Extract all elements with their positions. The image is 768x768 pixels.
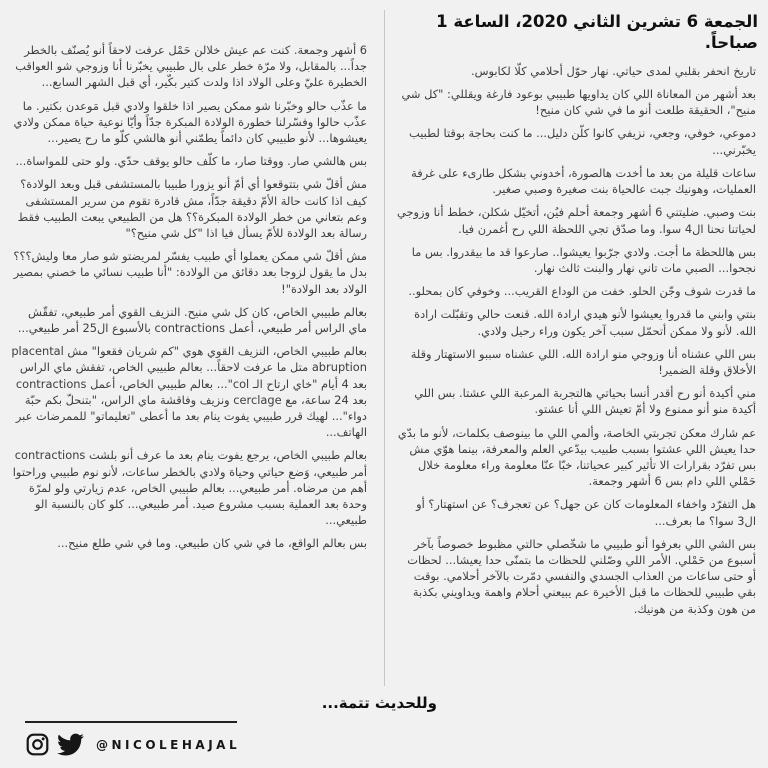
body-paragraph: مش أقلّ شي ممكن يعملوا أي طبيب يفسّر لمريضتو شو صار معا وليش؟؟؟ بدل ما يقول لزوجا بعد دقائق من الولادة: "أنا طبيب نسائي ما خصني بمصير الولاد بعد الولادة"! (13, 249, 367, 296)
body-paragraph: بعالم طبيبي الخاص، النزيف القوي هوي "كم شريان فقعوا" مش placental abruption متل ما عرفت لاحقاً... بعالم طبيبي الخاص، تفقش ماي الراس بعد 4 أيام "خاي ارتاح الـ col"... بعالم طبيبي الخاص، أعمل contractions بعد 24 ساعة، مع cerclage ونزيف وفاقشة ماي الراس، "بتنحلّ بكم حبّة دواء"... لهيك قرر طبيبي يفوت ينام بعد ما أعطى "تعليماتو" للممرضات عبر الهاتف... (11, 344, 367, 440)
body-paragraph: بنت وصبي. ضليتني 6 أشهر وجمعة أحلم فيُن، أتخيّل شكلن، خطط أنا وزوجي لحياتنا نحنا ال4 سوا. وما صدّق تجي اللحظة اللي رح أغمرن فيا. (397, 205, 756, 236)
body-paragraph: ساعات قليلة من بعد ما أخدت هالصورة، أخدوني بشكل طارىء على غرفة العمليات، وهونيك جبت عالحياة بنت صغيرة وصبي صغير. (411, 165, 756, 197)
social-block (25, 721, 241, 758)
body-paragraph: مش أقلّ شي بتتوقعوا أي أمّ أنو يزورا طبيبا بالمستشفى قبل وبعد الولادة؟ كيف اذا كانت حالة الأمّ دقيقة جدّاً، مش قادرة تقوم من سرير المستشفى وعم بتعاني من خطر الولادة المبكرة؟؟ هل من الطبيعي يبعت الطبيب فقط رسالة بعد الولادة للأمّ يسأل فيا اذا "كل شي منيح؟" (17, 177, 367, 241)
body-paragraph: بعالم طبيبي الخاص، كان كل شي منيح. النزيف القوي أمر طبيعي، تفقّش ماي الراس أمر طبيعي، أعمل contractions بالأسبوع ال25 أمر طبيعي... (17, 304, 367, 336)
body-paragraph: بعالم طبيبي الخاص، يرجع يفوت ينام بعد ما عرف أنو بلشت contractions أمر طبيعي، وَضع حياتي وحياة ولادي بالخطر ساعات، لأنو نوم طبيبي وراحتوا أهم من مرضاه. أمر طبيعي... بعالم طبيبي الخاص، عدم زيارتي ولو لمرّة وحدة بعد العملية بسبب مشروع صيد. أمر طبيعي... كلو كان بالنسبة الو طبيعي... (12, 448, 367, 528)
body-paragraph: بس هاللحظة ما أجت. ولادي جرّبوا يعيشوا.. صارعوا قد ما بيقدروا. بس ما نجحوا... الصبي مات تاني نهار والبنت ثالث نهار. (411, 244, 756, 275)
body-paragraph: عم شارك معكن تجربتي الخاصة، وألمي اللي ما بينوصف بكلمات، لأنو ما بدّي حدا يعيش اللي عشتوا بسبب طبيب بيدّعي العلم والمعرفة، بينما هوّي مش بس تفرّد بقرارات الا تأثير كبير عحياتنا، خبّا عنّا معلومة وراء معلومة خلال حَمْلي اللي دام بس 6 أشهر وجمعة. (397, 425, 756, 489)
body-paragraph: بس الشي اللي بعرفوا أنو طبيبي ما شخّصلي حالتي مظبوط خصوصاً بآخر أسبوع من حَمْلي. الأمر اللي وصّلني للحظات ما بتمنّى حدا يعيشا... لحظات أو حتى ساعات من العذاب الجسدي والنفسي دمّرت بالآخر أحلامي. بوقت بقي طبيبي للحظات ما قبل الأخيرة عم يبيعني أحلام واهمة ويداويني بكذبة من هون وكذبة من هونيك. (407, 536, 756, 616)
body-paragraph: هل التفرّد واخفاء المعلومات كان عن جهل؟ عن تعجرف؟ عن استهتار؟ أو ال3 سوا؟ ما بعرف... (416, 497, 756, 528)
body-paragraph: بنتي وابني ما قدروا يعيشوا لأنو هيدي ارادة الله. قنعت حالي وتقبّلت ارادة الله. لأنو ولا ممكن أتحمّل سبب آخر يكون وراء رحيل ولادي. (414, 307, 756, 338)
twitter-icon (57, 731, 84, 758)
post-title: الجمعة 6 تشرين الثاني 2020، الساعة 1 صباحاً. (436, 12, 758, 53)
body-paragraph: ما قدرت شوف وجّن الحلو. خفت من الوداع القريب... وخوفي كان بمحلو.. (408, 284, 756, 299)
text-columns (8, 10, 760, 686)
body-paragraph: ما عذّب حالو وخبّرنا شو ممكن يصير اذا خلقوا ولادي قبل مَوعدن بكتير. ما عذّب حالوا وفسّرلنا خطورة الولادة المبكرة جدّاً وأيّا نوعية حياة ممكن ولادي يعيشوها... لأنو طبيبي كان دائماً يطمّني أنو هالشي كلّو ما رح يصير... (13, 98, 367, 146)
social-handle: @NICOLEHAJAL (96, 737, 241, 752)
instagram-icon (25, 732, 50, 757)
body-paragraph: تاريخ انحفر بقلبي لمدى حياتي. نهار حوّل أحلامي كلّا لكابوس. (470, 63, 756, 78)
social-divider-line (25, 721, 237, 723)
body-paragraph: بس هالشي صار. ووقتا صار، ما كلّف حالو يوقف حدّي. ولو حتى للمواساة... (15, 154, 367, 169)
body-paragraph: بعد أشهر من المعاناة اللي كان يداويها طبيبي بوعود فارغة ويقللي: "كل شي منيح"، الحقيقة طلعت أنو ما في شي كان منيح! (401, 87, 756, 118)
body-paragraph: بس بعالم الواقع، ما في شي كان طبيعي. وما في شي طلع منيح... (57, 536, 367, 551)
column-left (8, 10, 384, 686)
footer-note: وللحديث تتمة... (321, 694, 437, 712)
body-paragraph: مني أكيدة أنو رح أقدر أنسا بحياتي هالتجربة المرعبة اللي عشتا. بس اللي أكيدة منو أنو ممنوع ولا أمّ تعيش اللي أنا عشتو. (414, 386, 756, 417)
social-row (25, 731, 241, 758)
column-right (384, 10, 760, 686)
body-paragraph: دموعي، خوفي، وجعي، نزيفي كانوا كلّن دليل... ما كنت بحاجة بوقتا لطبيب يخبّرني... (409, 126, 756, 157)
body-paragraph: 6 أشهر وجمعة. كنت عم عيش خلالن حَمْل عرفت لاحقاً أنو يُصنّف بالخطر جداً... بالمقابل، ولا مرّة خطر على بال طبيبي يخبّرنا أنا وزوجي شو العواقب الخطيرة عليّ وعلى الولاد اذا ولدت كتير بكّير، أي قبل الشهر السابع... (15, 43, 367, 90)
body-paragraph: بس اللي عشناه أنا وزوجي منو ارادة الله. اللي عشناه سببو الاستهتار وقلة الأخلاق وقلة الضمير! (410, 346, 756, 377)
